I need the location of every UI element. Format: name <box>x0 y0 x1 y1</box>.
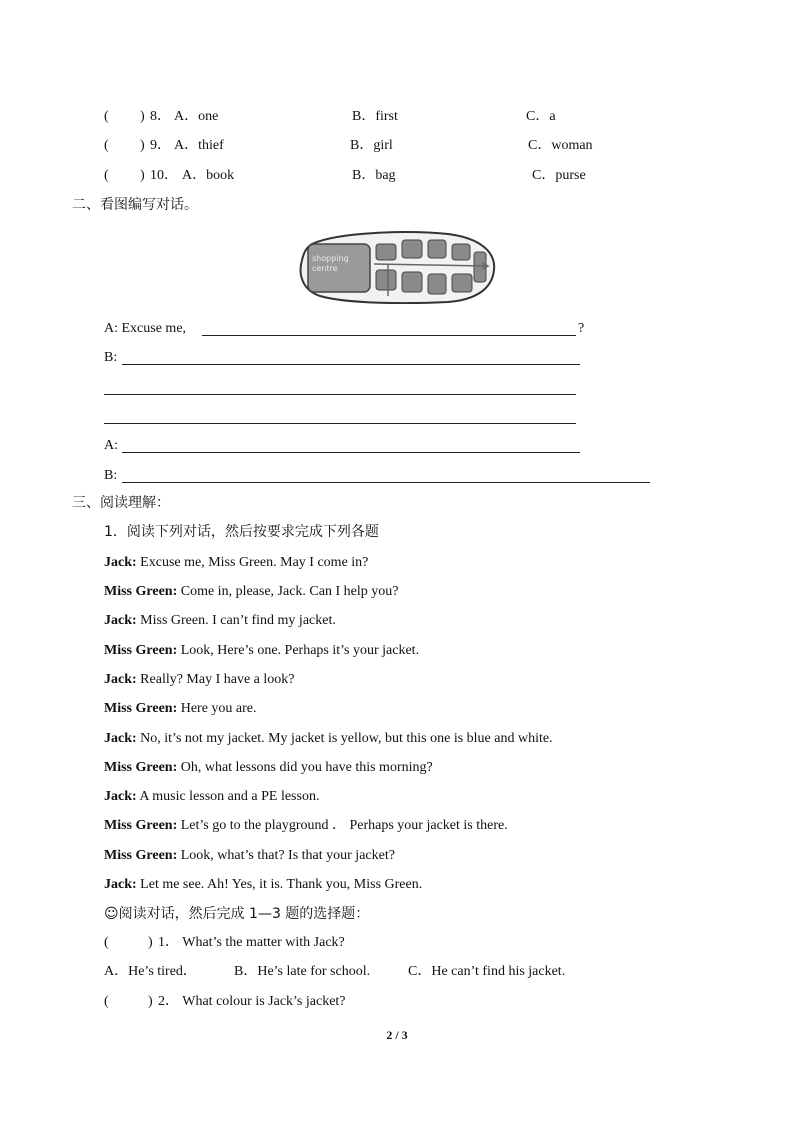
utterance: Let’s go to the playground ． Perhaps your jacket is there. <box>177 818 508 833</box>
option-b: B．first <box>352 109 398 124</box>
line-suffix: ? <box>578 321 585 336</box>
answer-blank[interactable] <box>202 335 576 336</box>
speaker: Jack: <box>104 789 137 804</box>
speaker: Miss Green: <box>104 760 178 775</box>
speaker: Miss Green: <box>104 848 178 863</box>
utterance: Come in, please, Jack. Can I help you? <box>177 584 399 599</box>
utterance: Oh, what lessons did you have this morning? <box>177 760 433 775</box>
answer-paren-open: ( <box>104 109 109 124</box>
option-a: A．one <box>174 109 219 124</box>
answer-paren-close: ) <box>148 994 153 1009</box>
speaker: Miss Green: <box>104 818 178 833</box>
dialogue-row <box>104 583 398 601</box>
speaker: Miss Green: <box>104 584 178 599</box>
answer-blank[interactable] <box>122 452 580 453</box>
dialogue-row <box>104 759 433 777</box>
question-number: 9． <box>150 138 171 153</box>
option-c: C．a <box>526 109 556 124</box>
utterance: Really? May I have a look? <box>136 672 295 687</box>
answer-paren-close: ) <box>140 168 145 183</box>
option-a: A．thief <box>174 138 224 153</box>
map-label: shopping centre <box>312 254 349 273</box>
answer-paren-close: ) <box>140 109 145 124</box>
speaker: Jack: <box>104 672 137 687</box>
speaker: Miss Green: <box>104 701 178 716</box>
section-2-title: 二、看图编写对话。 <box>72 197 198 213</box>
utterance: Here you are. <box>177 701 257 716</box>
reading-instruction: ☺阅读对话，然后完成 1—3 题的选择题： <box>104 906 370 922</box>
dialogue-row <box>104 554 368 572</box>
dialogue-row <box>104 876 422 894</box>
answer-blank-line-3[interactable] <box>104 394 576 395</box>
utterance: Look, what’s that? Is that your jacket? <box>177 848 395 863</box>
speaker: Jack: <box>104 731 137 746</box>
option-b: B．girl <box>350 138 393 153</box>
dialogue-row <box>104 817 508 835</box>
utterance: Miss Green. I can’t find my jacket. <box>136 613 336 628</box>
answer-blank[interactable] <box>122 364 580 365</box>
question-text: 1． What’s the matter with Jack? <box>158 935 345 950</box>
answer-paren-open: ( <box>104 138 109 153</box>
option-a: A．book <box>182 168 235 183</box>
utterance: Look, Here’s one. Perhaps it’s your jacket. <box>177 643 420 658</box>
option-c: C．He can’t find his jacket. <box>408 964 566 979</box>
question-number: 8． <box>150 109 171 124</box>
dialogue-row <box>104 671 295 689</box>
reading-subtitle: 1．阅读下列对话，然后按要求完成下列各题 <box>104 524 379 540</box>
line-prefix: B: <box>104 468 118 483</box>
dialogue-row <box>104 847 395 865</box>
utterance: Let me see. Ah! Yes, it is. Thank you, Miss Green. <box>136 877 423 892</box>
dialogue-row <box>104 642 419 660</box>
speaker: Miss Green: <box>104 643 178 658</box>
option-c: C．purse <box>532 168 586 183</box>
page-number: 2 / 3 <box>386 1028 408 1042</box>
option-a: A．He’s tired． <box>104 964 197 979</box>
utterance: No, it’s not my jacket. My jacket is yellow, but this one is blue and white. <box>136 731 553 746</box>
option-c: C．woman <box>528 138 593 153</box>
line-prefix: B: <box>104 350 118 365</box>
speaker: Jack: <box>104 613 137 628</box>
answer-paren-open: ( <box>104 994 109 1009</box>
speaker: Jack: <box>104 877 137 892</box>
utterance: Excuse me, Miss Green. May I come in? <box>136 555 369 570</box>
answer-paren-open: ( <box>104 935 109 950</box>
dialogue-row <box>104 788 319 806</box>
question-text: 2． What colour is Jack’s jacket? <box>158 994 346 1009</box>
answer-paren-close: ) <box>140 138 145 153</box>
option-b: B．He’s late for school. <box>234 964 371 979</box>
dialogue-row <box>104 612 336 630</box>
answer-blank[interactable] <box>122 482 650 483</box>
section-3-title: 三、阅读理解： <box>72 495 170 511</box>
dialogue-row <box>104 700 257 718</box>
speaker: Jack: <box>104 555 137 570</box>
question-number: 10． <box>150 168 178 183</box>
answer-paren-open: ( <box>104 168 109 183</box>
answer-blank-line-4[interactable] <box>104 423 576 424</box>
line-prefix: A: Excuse me, <box>104 321 187 336</box>
answer-paren-close: ) <box>148 935 153 950</box>
option-b: B．bag <box>352 168 396 183</box>
utterance: A music lesson and a PE lesson. <box>136 789 320 804</box>
dialogue-row <box>104 730 553 748</box>
line-prefix: A: <box>104 438 118 453</box>
